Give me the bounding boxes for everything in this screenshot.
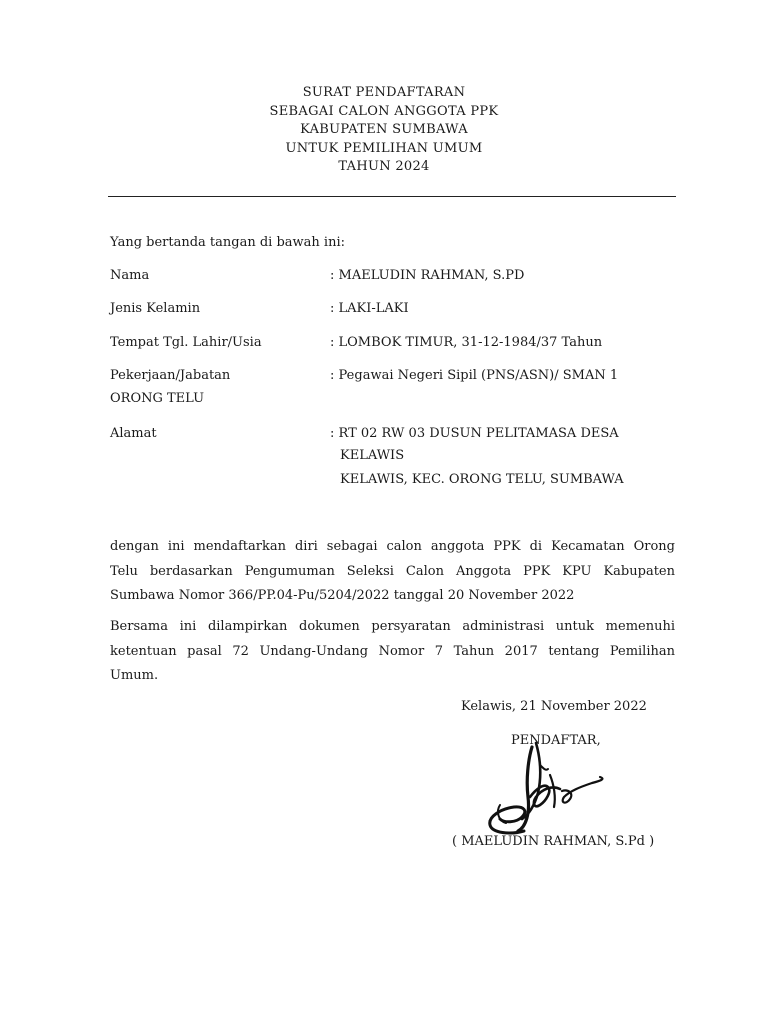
paragraph-line: Umum.: [110, 668, 159, 683]
signature-icon: [470, 735, 620, 840]
field-label-jenis-kelamin: Jenis Kelamin: [110, 301, 201, 316]
field-value-alamat: : RT 02 RW 03 DUSUN PELITAMASA DESA: [330, 426, 619, 441]
paragraph-line: Sumbawa Nomor 366/PP.04-Pu/5204/2022 tanggal 20 November 2022: [110, 588, 575, 603]
title-line: SURAT PENDAFTARAN: [302, 85, 466, 100]
paragraph-line: dengan ini mendaftarkan diri sebagai calon anggota PPK di Kecamatan Orong: [110, 539, 675, 554]
place-date: Kelawis, 21 November 2022: [461, 699, 647, 714]
field-value-pekerjaan-continuation: ORONG TELU: [110, 391, 205, 406]
field-value-jenis-kelamin: : LAKI-LAKI: [330, 301, 409, 316]
field-value-ttl: : LOMBOK TIMUR, 31-12-1984/37 Tahun: [330, 335, 603, 350]
field-value-nama: : MAELUDIN RAHMAN, S.PD: [330, 268, 525, 283]
title-divider: [108, 196, 676, 197]
paragraph-line: Telu berdasarkan Pengumuman Seleksi Calon Anggota PPK KPU Kabupaten: [110, 563, 675, 579]
field-value-pekerjaan: : Pegawai Negeri Sipil (PNS/ASN)/ SMAN 1: [330, 368, 619, 383]
field-value-alamat-line2: KELAWIS: [340, 448, 405, 463]
field-value-alamat-line3: KELAWIS, KEC. ORONG TELU, SUMBAWA: [340, 472, 624, 487]
title-line: KABUPATEN SUMBAWA: [300, 122, 468, 137]
title-line: SEBAGAI CALON ANGGOTA PPK: [269, 103, 499, 119]
statement-paragraph: [110, 535, 675, 609]
signer-role: PENDAFTAR,: [511, 733, 601, 748]
field-label-ttl: Tempat Tgl. Lahir/Usia: [110, 335, 262, 350]
signer-name: ( MAELUDIN RAHMAN, S.Pd ): [452, 834, 655, 849]
field-label-alamat: Alamat: [110, 426, 157, 441]
title-line: TAHUN 2024: [338, 159, 430, 174]
intro-text: Yang bertanda tangan di bawah ini:: [110, 235, 345, 250]
document-title: [0, 84, 768, 177]
title-line: UNTUK PEMILIHAN UMUM: [285, 140, 483, 156]
field-label-nama: Nama: [110, 268, 150, 283]
paragraph-line: ketentuan pasal 72 Undang-Undang Nomor 7 Tahun 2017 tentang Pemilihan: [110, 643, 675, 659]
attachment-paragraph: [110, 615, 675, 689]
paragraph-line: Bersama ini dilampirkan dokumen persyaratan administrasi untuk memenuhi: [110, 619, 675, 634]
field-label-pekerjaan: Pekerjaan/Jabatan: [110, 368, 231, 383]
